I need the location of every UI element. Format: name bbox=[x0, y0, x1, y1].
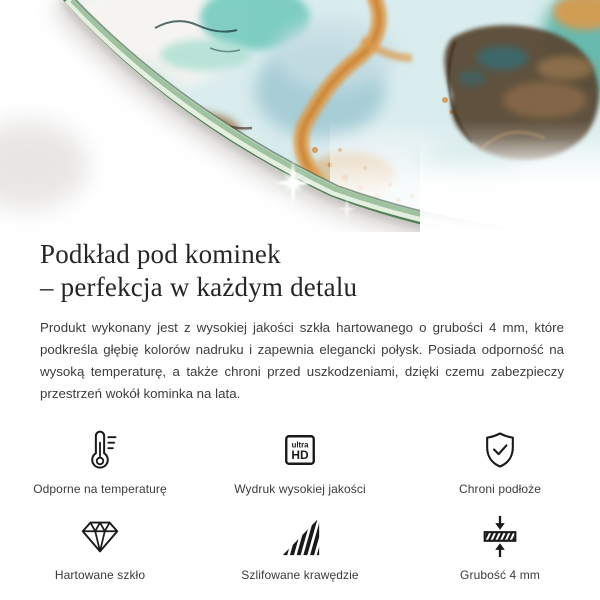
feature-label: Hartowane szkło bbox=[54, 568, 146, 582]
feature-label: Grubość 4 mm bbox=[460, 568, 540, 582]
polished-edges-icon bbox=[277, 513, 323, 559]
feature-tempered-glass bbox=[0, 513, 200, 582]
photo-fade bbox=[420, 138, 600, 232]
diamond-icon bbox=[77, 513, 123, 559]
product-description: Produkt wykonany jest z wysokiej jakości szkła hartowanego o grubości 4 mm, które podkreśla głębię kolorów nadruku i zapewnia elegancki połysk. Posiada odporność na wysoką temperaturę, a także chroni przed uszkodzeniami, dzięki czemu zabezpieczy przestrzeń wokół kominka na lata. bbox=[40, 320, 564, 401]
feature-temperature bbox=[0, 427, 200, 496]
feature-label: Szlifowane krawędzie bbox=[241, 568, 359, 582]
feature-polished-edges bbox=[200, 513, 400, 582]
shield-check-icon bbox=[478, 427, 522, 473]
feature-protects-floor bbox=[400, 427, 600, 496]
thermometer-icon bbox=[78, 427, 122, 473]
ultra-hd-text-bottom: HD bbox=[291, 448, 309, 463]
feature-label: Odporne na temperaturę bbox=[33, 482, 167, 496]
glass-panel-image bbox=[0, 0, 600, 232]
ultra-hd-text-top: ultra bbox=[291, 440, 309, 450]
page-title bbox=[40, 238, 560, 304]
thickness-4mm-icon bbox=[477, 513, 523, 559]
page-title-line1: Podkład pod kominek bbox=[40, 239, 281, 269]
feature-grid bbox=[0, 427, 600, 582]
feature-label: Chroni podłoże bbox=[458, 482, 542, 496]
feature-label: Wydruk wysokiej jakości bbox=[234, 482, 366, 496]
feature-print-quality bbox=[200, 427, 400, 496]
product-photo bbox=[0, 0, 600, 232]
page-title-line2: – perfekcja w każdym detalu bbox=[40, 272, 358, 302]
ultra-hd-icon bbox=[278, 427, 322, 473]
feature-thickness bbox=[400, 513, 600, 582]
